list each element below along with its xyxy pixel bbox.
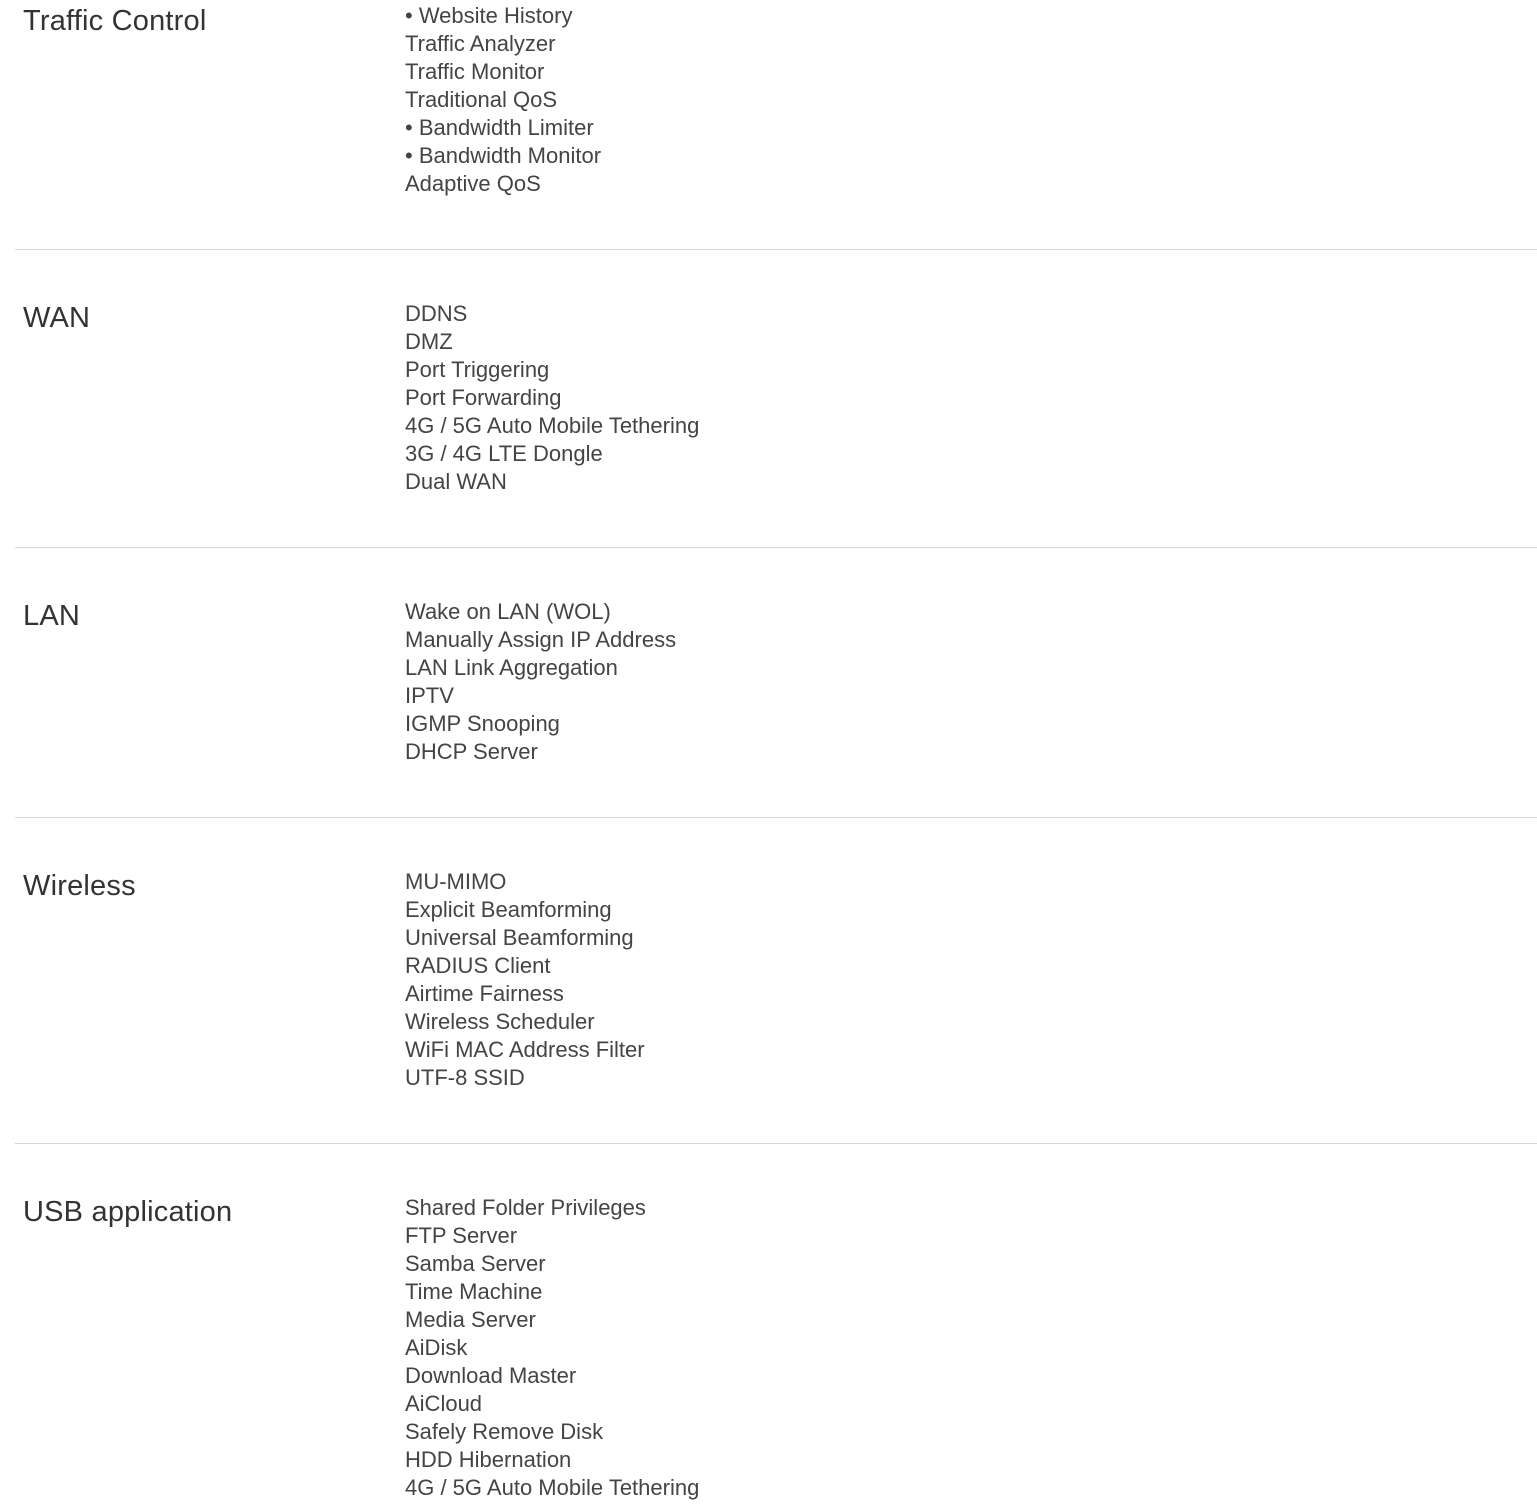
row-title: USB application	[23, 1196, 233, 1228]
row-items	[405, 2, 601, 198]
list-item: Traffic Monitor	[405, 59, 545, 84]
row-items	[405, 1194, 699, 1502]
list-item: Wake on LAN (WOL)	[405, 599, 611, 624]
list-item: MU-MIMO	[405, 869, 507, 894]
list-item: IPTV	[405, 683, 454, 708]
list-item: Traffic Analyzer	[405, 31, 556, 56]
list-item: Wireless Scheduler	[405, 1009, 595, 1034]
spec-row-wan	[15, 250, 1537, 548]
list-item: Airtime Fairness	[405, 981, 564, 1006]
list-item: DHCP Server	[405, 739, 538, 764]
list-item: Download Master	[405, 1363, 577, 1388]
list-item: Time Machine	[405, 1279, 543, 1304]
list-item: RADIUS Client	[405, 953, 551, 978]
list-item: IGMP Snooping	[405, 711, 560, 736]
list-item: LAN Link Aggregation	[405, 655, 618, 680]
spec-row-lan	[15, 548, 1537, 818]
list-item: UTF-8 SSID	[405, 1065, 525, 1090]
list-item: Port Triggering	[405, 357, 550, 382]
list-item: Explicit Beamforming	[405, 897, 612, 922]
row-title: LAN	[23, 600, 81, 632]
list-item: • Website History	[405, 3, 573, 28]
list-item: Shared Folder Privileges	[405, 1195, 646, 1220]
list-item: 4G / 5G Auto Mobile Tethering	[405, 1475, 700, 1500]
row-items	[405, 868, 645, 1092]
list-item: 3G / 4G LTE Dongle	[405, 441, 603, 466]
list-item: FTP Server	[405, 1223, 518, 1248]
list-item: AiDisk	[405, 1335, 468, 1360]
list-item: Safely Remove Disk	[405, 1419, 604, 1444]
row-title: Wireless	[23, 870, 136, 902]
spec-row-usb-application	[15, 1144, 1537, 1506]
list-item: Manually Assign IP Address	[405, 627, 677, 652]
list-item: Samba Server	[405, 1251, 546, 1276]
list-item: • Bandwidth Monitor	[405, 143, 602, 168]
row-title: Traffic Control	[23, 5, 207, 37]
list-item: Traditional QoS	[405, 87, 558, 112]
row-title: WAN	[23, 302, 91, 334]
spec-row-wireless	[15, 818, 1537, 1144]
row-items	[405, 300, 699, 496]
list-item: DMZ	[405, 329, 453, 354]
list-item: DDNS	[405, 301, 468, 326]
list-item: Universal Beamforming	[405, 925, 634, 950]
list-item: Port Forwarding	[405, 385, 562, 410]
row-items	[405, 598, 676, 766]
list-item: Adaptive QoS	[405, 171, 541, 196]
list-item: Media Server	[405, 1307, 536, 1332]
list-item: WiFi MAC Address Filter	[405, 1037, 645, 1062]
list-item: • Bandwidth Limiter	[405, 115, 594, 140]
list-item: AiCloud	[405, 1391, 483, 1416]
spec-table	[15, 0, 1537, 1506]
list-item: 4G / 5G Auto Mobile Tethering	[405, 413, 700, 438]
list-item: Dual WAN	[405, 469, 507, 494]
spec-row-traffic-control	[15, 0, 1537, 250]
list-item: HDD Hibernation	[405, 1447, 572, 1472]
